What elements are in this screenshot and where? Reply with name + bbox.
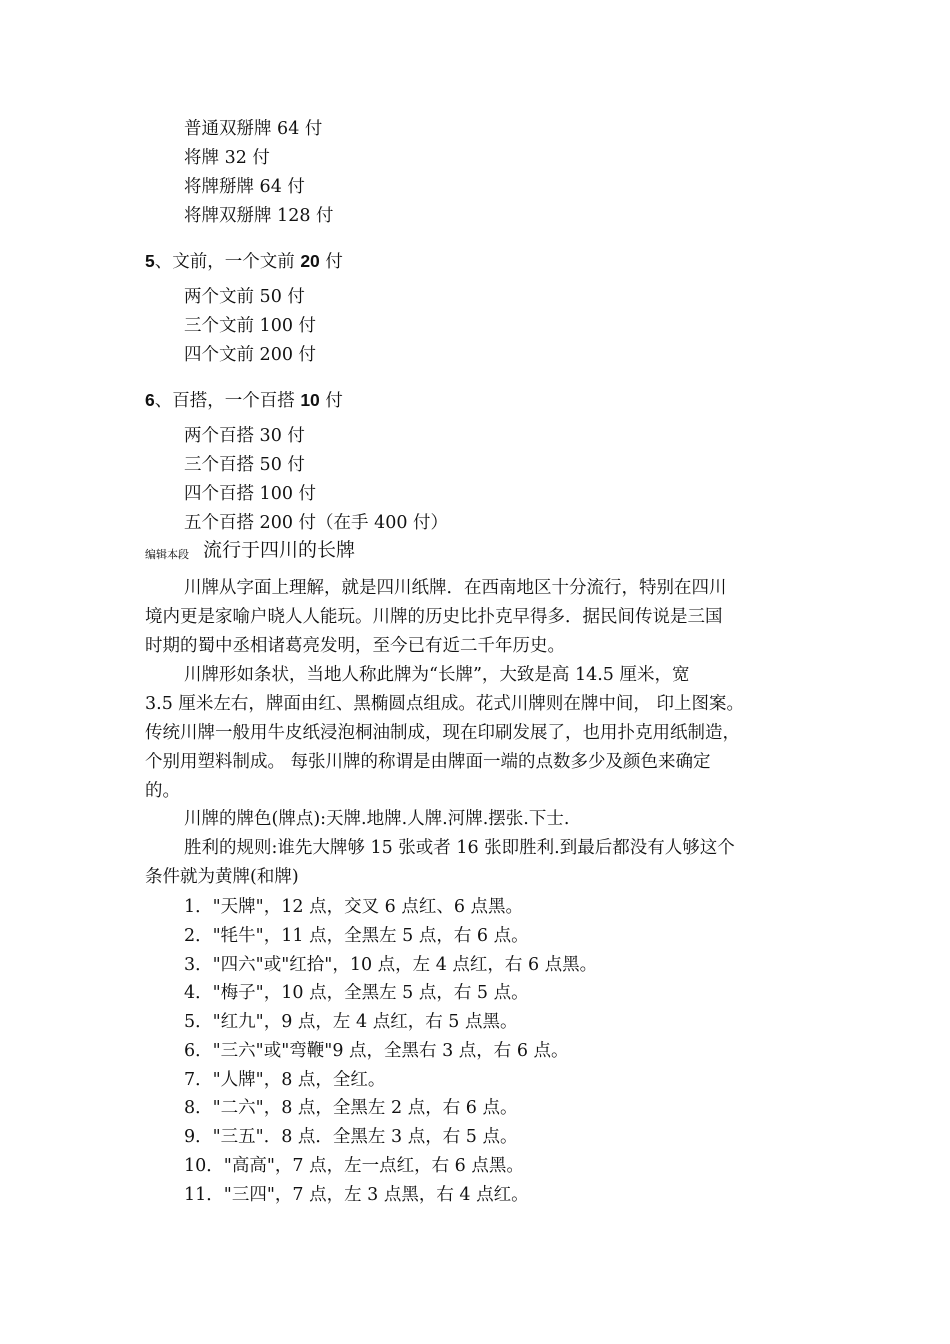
paragraph-line: 胜利的规则:谁先大牌够 15 张或者 16 张即胜利.到最后都没有人够这个 xyxy=(184,838,735,858)
card-list-item: 4．"梅子"，10 点，全黑左 5 点，右 5 点。 xyxy=(184,983,529,1003)
list-item: 四个文前 200 付 xyxy=(184,345,317,365)
heading-text: 、文前，一个文前 xyxy=(154,252,295,272)
list-item: 四个百搭 100 付 xyxy=(184,484,317,504)
heading-item-5 xyxy=(145,250,343,273)
paragraph-line: 川牌形如条状，当地人称此牌为“长牌”，大致是高 14.5 厘米，宽 xyxy=(184,665,690,685)
edit-section-link[interactable]: 编辑本段 xyxy=(145,548,189,561)
heading-text: 、百搭，一个百搭 xyxy=(154,391,295,411)
heading-unit: 付 xyxy=(325,391,343,411)
list-item: 两个文前 50 付 xyxy=(184,287,305,307)
heading-unit: 付 xyxy=(325,252,343,272)
section-title: 流行于四川的长牌 xyxy=(203,539,356,561)
heading-number: 5 xyxy=(145,251,155,271)
paragraph-line: 个别用塑料制成。 每张川牌的称谓是由牌面一端的点数多少及颜色来确定 xyxy=(145,752,711,772)
card-list-item: 9．"三五"．8 点．全黑左 3 点，右 5 点。 xyxy=(184,1127,518,1147)
paragraph-line: 3.5 厘米左右，牌面由红、黑椭圆点组成。花式川牌则在牌中间， 印上图案。 xyxy=(145,694,744,714)
heading-count: 10 xyxy=(300,390,320,410)
list-item: 三个文前 100 付 xyxy=(184,316,317,336)
card-list-item: 3．"四六"或"红拾"，10 点，左 4 点红，右 6 点黑。 xyxy=(184,955,598,975)
list-item: 五个百搭 200 付（在手 400 付） xyxy=(184,513,449,533)
list-item: 三个百搭 50 付 xyxy=(184,455,305,475)
list-item: 普通双掰牌 64 付 xyxy=(184,119,323,139)
paragraph-line: 传统川牌一般用牛皮纸浸泡桐油制成，现在印刷发展了，也用扑克用纸制造， xyxy=(145,723,740,743)
heading-number: 6 xyxy=(145,390,155,410)
paragraph-line: 的。 xyxy=(145,781,180,801)
list-item: 将牌 32 付 xyxy=(184,148,270,168)
list-item: 将牌掰牌 64 付 xyxy=(184,177,305,197)
card-list-item: 5．"红九"，9 点，左 4 点红，右 5 点黑。 xyxy=(184,1012,518,1032)
heading-item-6 xyxy=(145,389,343,412)
card-list-item: 2．"牦牛"，11 点，全黑左 5 点，右 6 点。 xyxy=(184,926,529,946)
card-list-item: 6．"三六"或"弯鞭"9 点，全黑右 3 点，右 6 点。 xyxy=(184,1041,569,1061)
paragraph-line: 条件就为黄牌(和牌) xyxy=(145,867,299,887)
paragraph-line: 境内更是家喻户晓人人能玩。川牌的历史比扑克早得多．据民间传说是三国 xyxy=(145,607,723,627)
card-list-item: 8．"二六"，8 点，全黑左 2 点，右 6 点。 xyxy=(184,1098,518,1118)
paragraph-line: 时期的蜀中丞相诸葛亮发明，至今已有近二千年历史。 xyxy=(145,636,565,656)
list-item: 将牌双掰牌 128 付 xyxy=(184,206,334,226)
card-list-item: 11．"三四"，7 点，左 3 点黑，右 4 点红。 xyxy=(184,1185,529,1205)
paragraph-line: 川牌从字面上理解，就是四川纸牌．在西南地区十分流行，特别在四川 xyxy=(184,578,727,598)
heading-count: 20 xyxy=(300,251,320,271)
paragraph-line: 川牌的牌色(牌点):天牌.地牌.人牌.河牌.摆张.下士. xyxy=(184,809,570,829)
card-list-item: 1．"天牌"，12 点，交叉 6 点红、6 点黑。 xyxy=(184,897,524,917)
list-item: 两个百搭 30 付 xyxy=(184,426,305,446)
card-list-item: 7．"人牌"，8 点，全红。 xyxy=(184,1070,386,1090)
card-list-item: 10．"高高"，7 点，左一点红，右 6 点黑。 xyxy=(184,1156,524,1176)
